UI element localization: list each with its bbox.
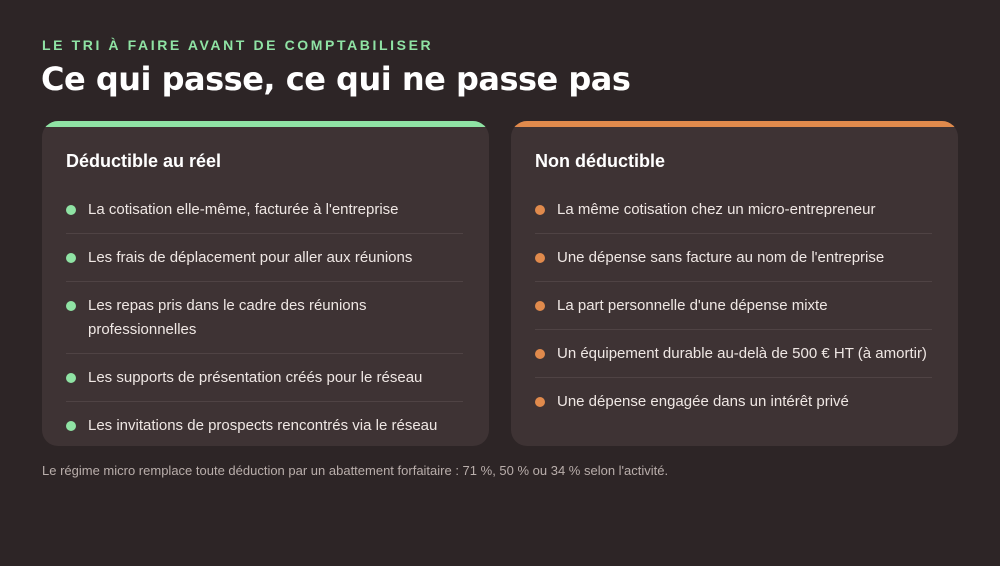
list-item-text: La cotisation elle-même, facturée à l'entreprise	[88, 201, 399, 218]
orange-bullet-icon	[535, 253, 545, 263]
list-item-text: Les supports de présentation créés pour le réseau	[88, 369, 423, 386]
orange-bullet-icon	[535, 349, 545, 359]
list-item-text: La même cotisation chez un micro-entrepreneur	[557, 201, 876, 218]
list-item	[66, 354, 463, 402]
list-item	[66, 234, 463, 282]
list-item-text: Un équipement durable au-delà de 500 € HT (à amortir)	[557, 345, 927, 362]
list-item-text: Une dépense sans facture au nom de l'entreprise	[557, 249, 885, 266]
green-bullet-icon	[66, 421, 76, 431]
list-item	[66, 282, 463, 354]
green-bullet-icon	[66, 301, 76, 311]
list-item	[535, 330, 932, 378]
list-item	[535, 234, 932, 282]
green-bullet-icon	[66, 205, 76, 215]
orange-bullet-icon	[535, 301, 545, 311]
green-bullet-icon	[66, 373, 76, 383]
list-item	[535, 282, 932, 330]
non-deductible-card	[511, 121, 958, 446]
list-item-text: Les invitations de prospects rencontrés via le réseau	[88, 417, 438, 434]
orange-bullet-icon	[535, 397, 545, 407]
non-deductible-card-title: Non déductible	[535, 151, 665, 171]
list-item-text: Une dépense engagée dans un intérêt privé	[557, 393, 849, 410]
list-item-text: La part personnelle d'une dépense mixte	[557, 297, 828, 314]
non-deductible-list	[535, 186, 932, 425]
deductible-card	[42, 121, 489, 446]
list-item	[66, 402, 463, 446]
list-item-text: Les frais de déplacement pour aller aux réunions	[88, 249, 413, 266]
list-item	[535, 186, 932, 234]
eyebrow-heading: LE TRI À FAIRE AVANT DE COMPTABILISER	[42, 37, 434, 53]
list-item	[66, 186, 463, 234]
green-bullet-icon	[66, 253, 76, 263]
deductible-list	[66, 186, 463, 446]
orange-bullet-icon	[535, 205, 545, 215]
footnote: Le régime micro remplace toute déduction par un abattement forfaitaire : 71 %, 50 % ou 34 % selon l'activité.	[42, 463, 669, 478]
list-item	[535, 378, 932, 425]
deductible-card-title: Déductible au réel	[66, 151, 222, 171]
list-item-text: Les repas pris dans le cadre des réunions professionnelles	[88, 297, 367, 338]
page-title: Ce qui passe, ce qui ne passe pas	[41, 60, 631, 98]
